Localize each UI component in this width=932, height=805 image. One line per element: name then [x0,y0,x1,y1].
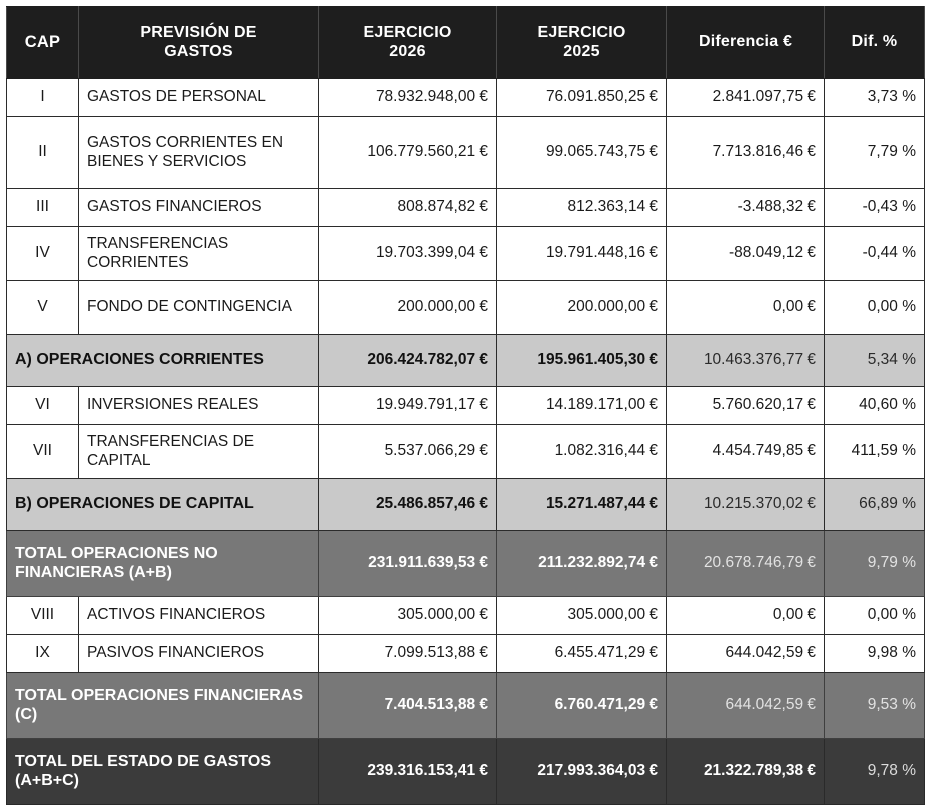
cell-difference-euro: 21.322.789,38 € [667,739,825,805]
column-header-difference-percent: Dif. % [825,7,925,79]
cell-amount-2025: 19.791.448,16 € [497,227,667,281]
subtotal-row [7,479,925,531]
table-row [7,189,925,227]
cell-summary-label: A) OPERACIONES CORRIENTES [7,335,319,387]
cell-difference-percent: 0,00 % [825,597,925,635]
table-row [7,227,925,281]
subtotal-row [7,335,925,387]
cell-difference-percent: -0,44 % [825,227,925,281]
table-row [7,425,925,479]
table-row [7,387,925,425]
column-header-description-line1: PREVISIÓN DE [140,23,257,41]
cell-expense-description: GASTOS FINANCIEROS [79,189,319,227]
cell-amount-2025: 1.082.316,44 € [497,425,667,479]
cell-chapter-code: IX [7,635,79,673]
cell-amount-2026: 239.316.153,41 € [319,739,497,805]
table-row [7,635,925,673]
cell-difference-euro: 4.454.749,85 € [667,425,825,479]
cell-difference-percent: -0,43 % [825,189,925,227]
cell-chapter-code: VII [7,425,79,479]
table-row [7,117,925,189]
cell-difference-percent: 7,79 % [825,117,925,189]
cell-difference-percent: 9,78 % [825,739,925,805]
cell-difference-euro: -3.488,32 € [667,189,825,227]
total-row [7,531,925,597]
cell-amount-2026: 808.874,82 € [319,189,497,227]
cell-difference-euro: 0,00 € [667,281,825,335]
cell-chapter-code: II [7,117,79,189]
cell-amount-2026: 25.486.857,46 € [319,479,497,531]
cell-difference-euro: 10.215.370,02 € [667,479,825,531]
cell-difference-euro: -88.049,12 € [667,227,825,281]
cell-expense-description: PASIVOS FINANCIEROS [79,635,319,673]
cell-difference-percent: 5,34 % [825,335,925,387]
cell-amount-2026: 231.911.639,53 € [319,531,497,597]
column-header-year-2026-line1: EJERCICIO [363,23,452,41]
cell-difference-euro: 5.760.620,17 € [667,387,825,425]
cell-expense-description: GASTOS DE PERSONAL [79,79,319,117]
cell-amount-2025: 6.760.471,29 € [497,673,667,739]
cell-amount-2025: 76.091.850,25 € [497,79,667,117]
cell-difference-percent: 9,79 % [825,531,925,597]
cell-difference-euro: 7.713.816,46 € [667,117,825,189]
cell-amount-2026: 7.404.513,88 € [319,673,497,739]
cell-difference-euro: 0,00 € [667,597,825,635]
cell-chapter-code: VIII [7,597,79,635]
column-header-year-2026-line2: 2026 [389,42,426,60]
table-header [7,7,925,79]
cell-difference-percent: 9,98 % [825,635,925,673]
cell-difference-percent: 66,89 % [825,479,925,531]
cell-amount-2025: 305.000,00 € [497,597,667,635]
cell-amount-2025: 812.363,14 € [497,189,667,227]
cell-difference-percent: 9,53 % [825,673,925,739]
cell-amount-2026: 206.424.782,07 € [319,335,497,387]
cell-expense-description: FONDO DE CONTINGENCIA [79,281,319,335]
cell-amount-2026: 5.537.066,29 € [319,425,497,479]
header-row [7,7,925,79]
cell-amount-2025: 211.232.892,74 € [497,531,667,597]
column-header-year-2025 [497,7,667,79]
cell-chapter-code: VI [7,387,79,425]
cell-difference-percent: 40,60 % [825,387,925,425]
cell-amount-2026: 19.949.791,17 € [319,387,497,425]
cell-amount-2025: 6.455.471,29 € [497,635,667,673]
cell-difference-euro: 644.042,59 € [667,635,825,673]
cell-amount-2026: 7.099.513,88 € [319,635,497,673]
cell-amount-2026: 106.779.560,21 € [319,117,497,189]
cell-difference-euro: 2.841.097,75 € [667,79,825,117]
cell-summary-label: TOTAL OPERACIONES NO FINANCIERAS (A+B) [7,531,319,597]
cell-chapter-code: IV [7,227,79,281]
cell-summary-label: B) OPERACIONES DE CAPITAL [7,479,319,531]
cell-amount-2026: 78.932.948,00 € [319,79,497,117]
cell-amount-2025: 195.961.405,30 € [497,335,667,387]
cell-expense-description: ACTIVOS FINANCIEROS [79,597,319,635]
cell-amount-2025: 99.065.743,75 € [497,117,667,189]
table-row [7,597,925,635]
cell-difference-percent: 3,73 % [825,79,925,117]
cell-chapter-code: I [7,79,79,117]
cell-chapter-code: III [7,189,79,227]
cell-chapter-code: V [7,281,79,335]
cell-expense-description: TRANSFERENCIAS DE CAPITAL [79,425,319,479]
column-header-year-2026 [319,7,497,79]
cell-amount-2025: 15.271.487,44 € [497,479,667,531]
cell-amount-2026: 200.000,00 € [319,281,497,335]
cell-expense-description: TRANSFERENCIAS CORRIENTES [79,227,319,281]
cell-amount-2026: 305.000,00 € [319,597,497,635]
table-row [7,79,925,117]
cell-amount-2025: 217.993.364,03 € [497,739,667,805]
cell-amount-2026: 19.703.399,04 € [319,227,497,281]
cell-difference-euro: 10.463.376,77 € [667,335,825,387]
column-header-year-2025-line2: 2025 [563,42,600,60]
column-header-year-2025-line1: EJERCICIO [537,23,626,41]
table-row [7,281,925,335]
cell-summary-label: TOTAL OPERACIONES FINANCIERAS (C) [7,673,319,739]
cell-amount-2025: 14.189.171,00 € [497,387,667,425]
cell-difference-euro: 644.042,59 € [667,673,825,739]
cell-difference-percent: 411,59 % [825,425,925,479]
column-header-difference-euro: Diferencia € [667,7,825,79]
cell-amount-2025: 200.000,00 € [497,281,667,335]
cell-difference-percent: 0,00 % [825,281,925,335]
column-header-description-line2: GASTOS [164,42,233,60]
table-body [7,79,925,805]
cell-expense-description: INVERSIONES REALES [79,387,319,425]
column-header-cap: CAP [7,7,79,79]
cell-expense-description: GASTOS CORRIENTES EN BIENES Y SERVICIOS [79,117,319,189]
expense-forecast-table [6,6,925,805]
total-row [7,673,925,739]
grand-total-row [7,739,925,805]
cell-summary-label: TOTAL DEL ESTADO DE GASTOS (A+B+C) [7,739,319,805]
column-header-description [79,7,319,79]
cell-difference-euro: 20.678.746,79 € [667,531,825,597]
